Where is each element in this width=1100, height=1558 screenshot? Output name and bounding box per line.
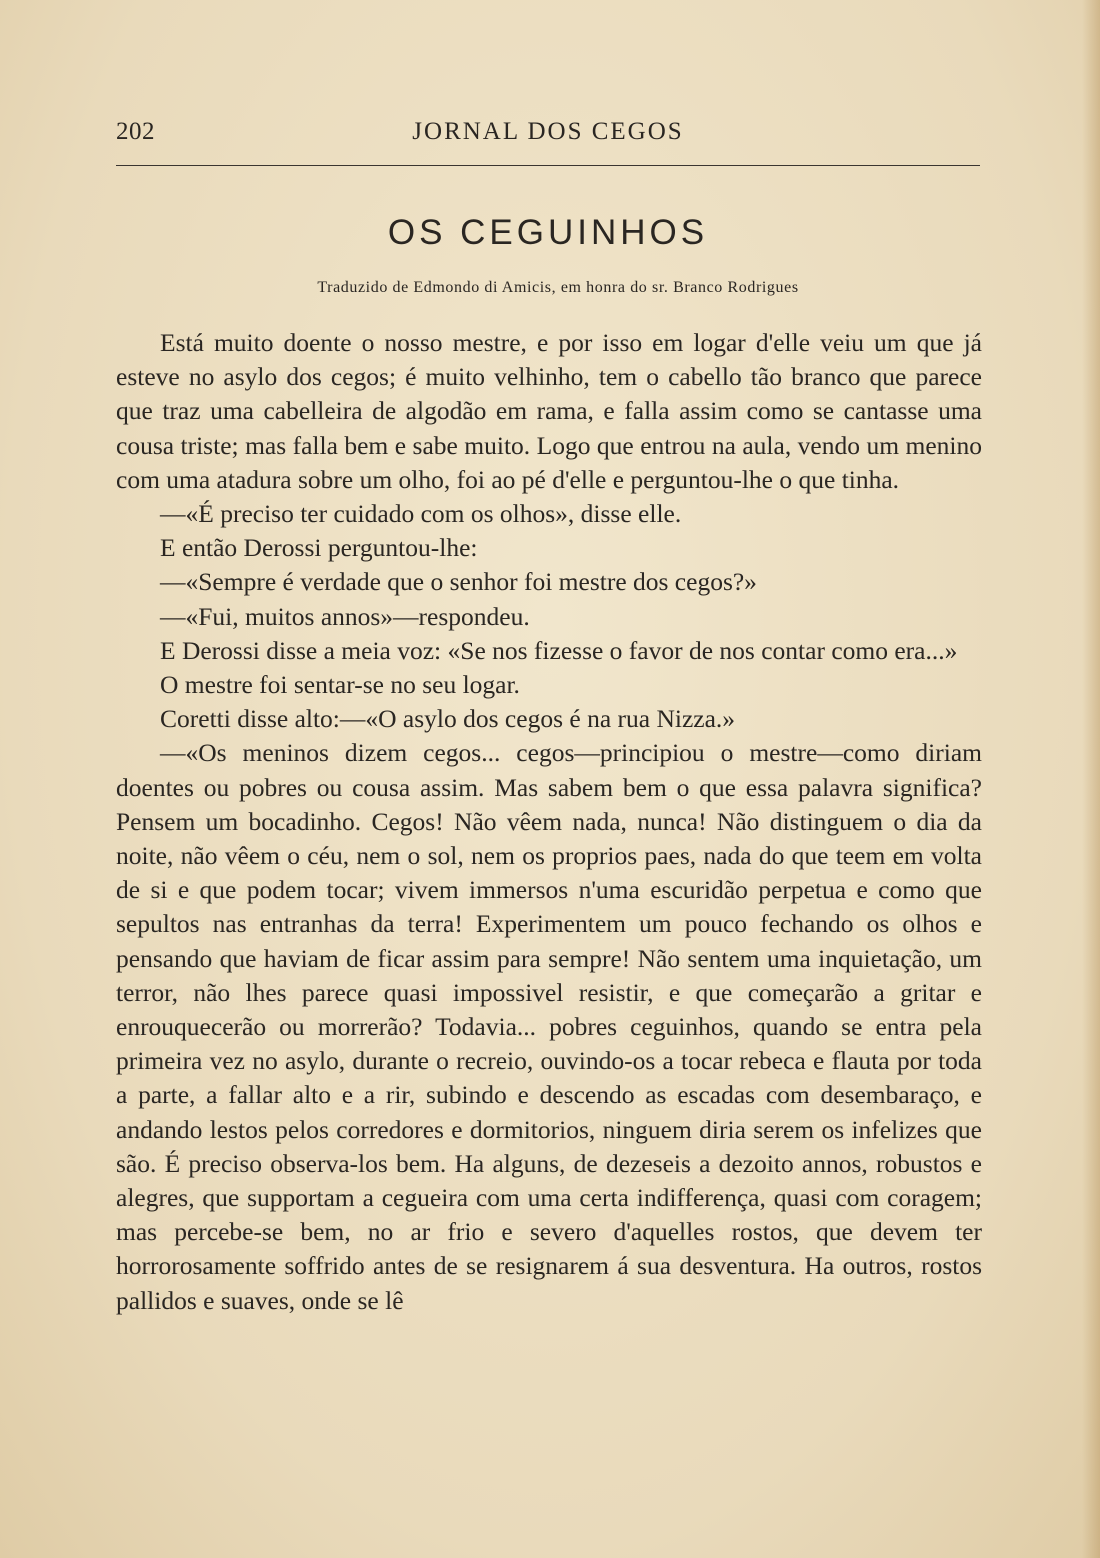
journal-title: JORNAL DOS CEGOS <box>412 118 684 145</box>
page-number: 202 <box>116 118 155 145</box>
article-body <box>116 326 982 1318</box>
page-edge-stain <box>1082 0 1100 1558</box>
paragraph: —«Os meninos dizem cegos... cegos—principiou o mestre—como diriam doentes ou pobres ou cousa assim. Mas sabem bem o que essa palavra significa? Pensem um bocadinho. Cegos! Não vêem nada, nunca! Não distinguem o dia da noite, não vêem o céu, nem o sol, nem os proprios paes, nada do que teem em volta de si e que podem tocar; vivem immersos n'uma escuridão perpetua e como que sepultos nas entranhas da terra! Experimentem um pouco fechando os olhos e pensando que haviam de ficar assim para sempre! Não sentem uma inquietação, um terror, não lhes parece quasi impossivel resistir, e que começarão a gritar e enrouquecerão ou morrerão? Todavia... pobres ceguinhos, quando se entra pela primeira vez no asylo, durante o recreio, ouvindo-os a tocar rebeca e flauta por toda a parte, a fallar alto e a rir, subindo e descendo as escadas com desembaraço, e andando lestos pelos corredores e dormitorios, ninguem diria serem os infelizes que são. É preciso observa-los bem. Ha alguns, de dezeseis a dezoito annos, robustos e alegres, que supportam a cegueira com uma certa indifferença, quasi com coragem; mas percebe-se bem, no ar frio e severo d'aquelles rostos, que devem ter horrorosamente soffrido antes de se resignarem á sua desventura. Ha outros, rostos pallidos e suaves, onde se lê <box>116 738 982 1315</box>
paragraph: E Derossi disse a meia voz: «Se nos fizesse o favor de nos contar como era...» <box>160 635 958 665</box>
paragraph: —«É preciso ter cuidado com os olhos», disse elle. <box>160 499 682 529</box>
header-divider <box>116 165 980 166</box>
article-byline: Traduzido de Edmondo di Amicis, em honra do sr. Branco Rodrigues <box>317 279 799 296</box>
paragraph: Coretti disse alto:—«O asylo dos cegos é na rua Nizza.» <box>160 704 736 734</box>
article-title: OS CEGUINHOS <box>387 213 709 252</box>
running-header <box>116 118 980 154</box>
paragraph: O mestre foi sentar-se no seu logar. <box>160 670 520 700</box>
paragraph: —«Fui, muitos annos»—respondeu. <box>160 601 530 631</box>
paragraph: E então Derossi perguntou-lhe: <box>160 533 478 563</box>
paragraph: —«Sempre é verdade que o senhor foi mestre dos cegos?» <box>160 567 757 597</box>
paragraph: Está muito doente o nosso mestre, e por isso em logar d'elle veiu um que já esteve no asylo dos cegos; é muito velhinho, tem o cabello tão branco que parece que traz uma cabelleira de algodão em rama, e falla assim como se cantasse uma cousa triste; mas falla bem e sabe muito. Logo que entrou na aula, vendo um menino com uma atadura sobre um olho, foi ao pé d'elle e perguntou-lhe o que tinha. <box>116 328 982 494</box>
